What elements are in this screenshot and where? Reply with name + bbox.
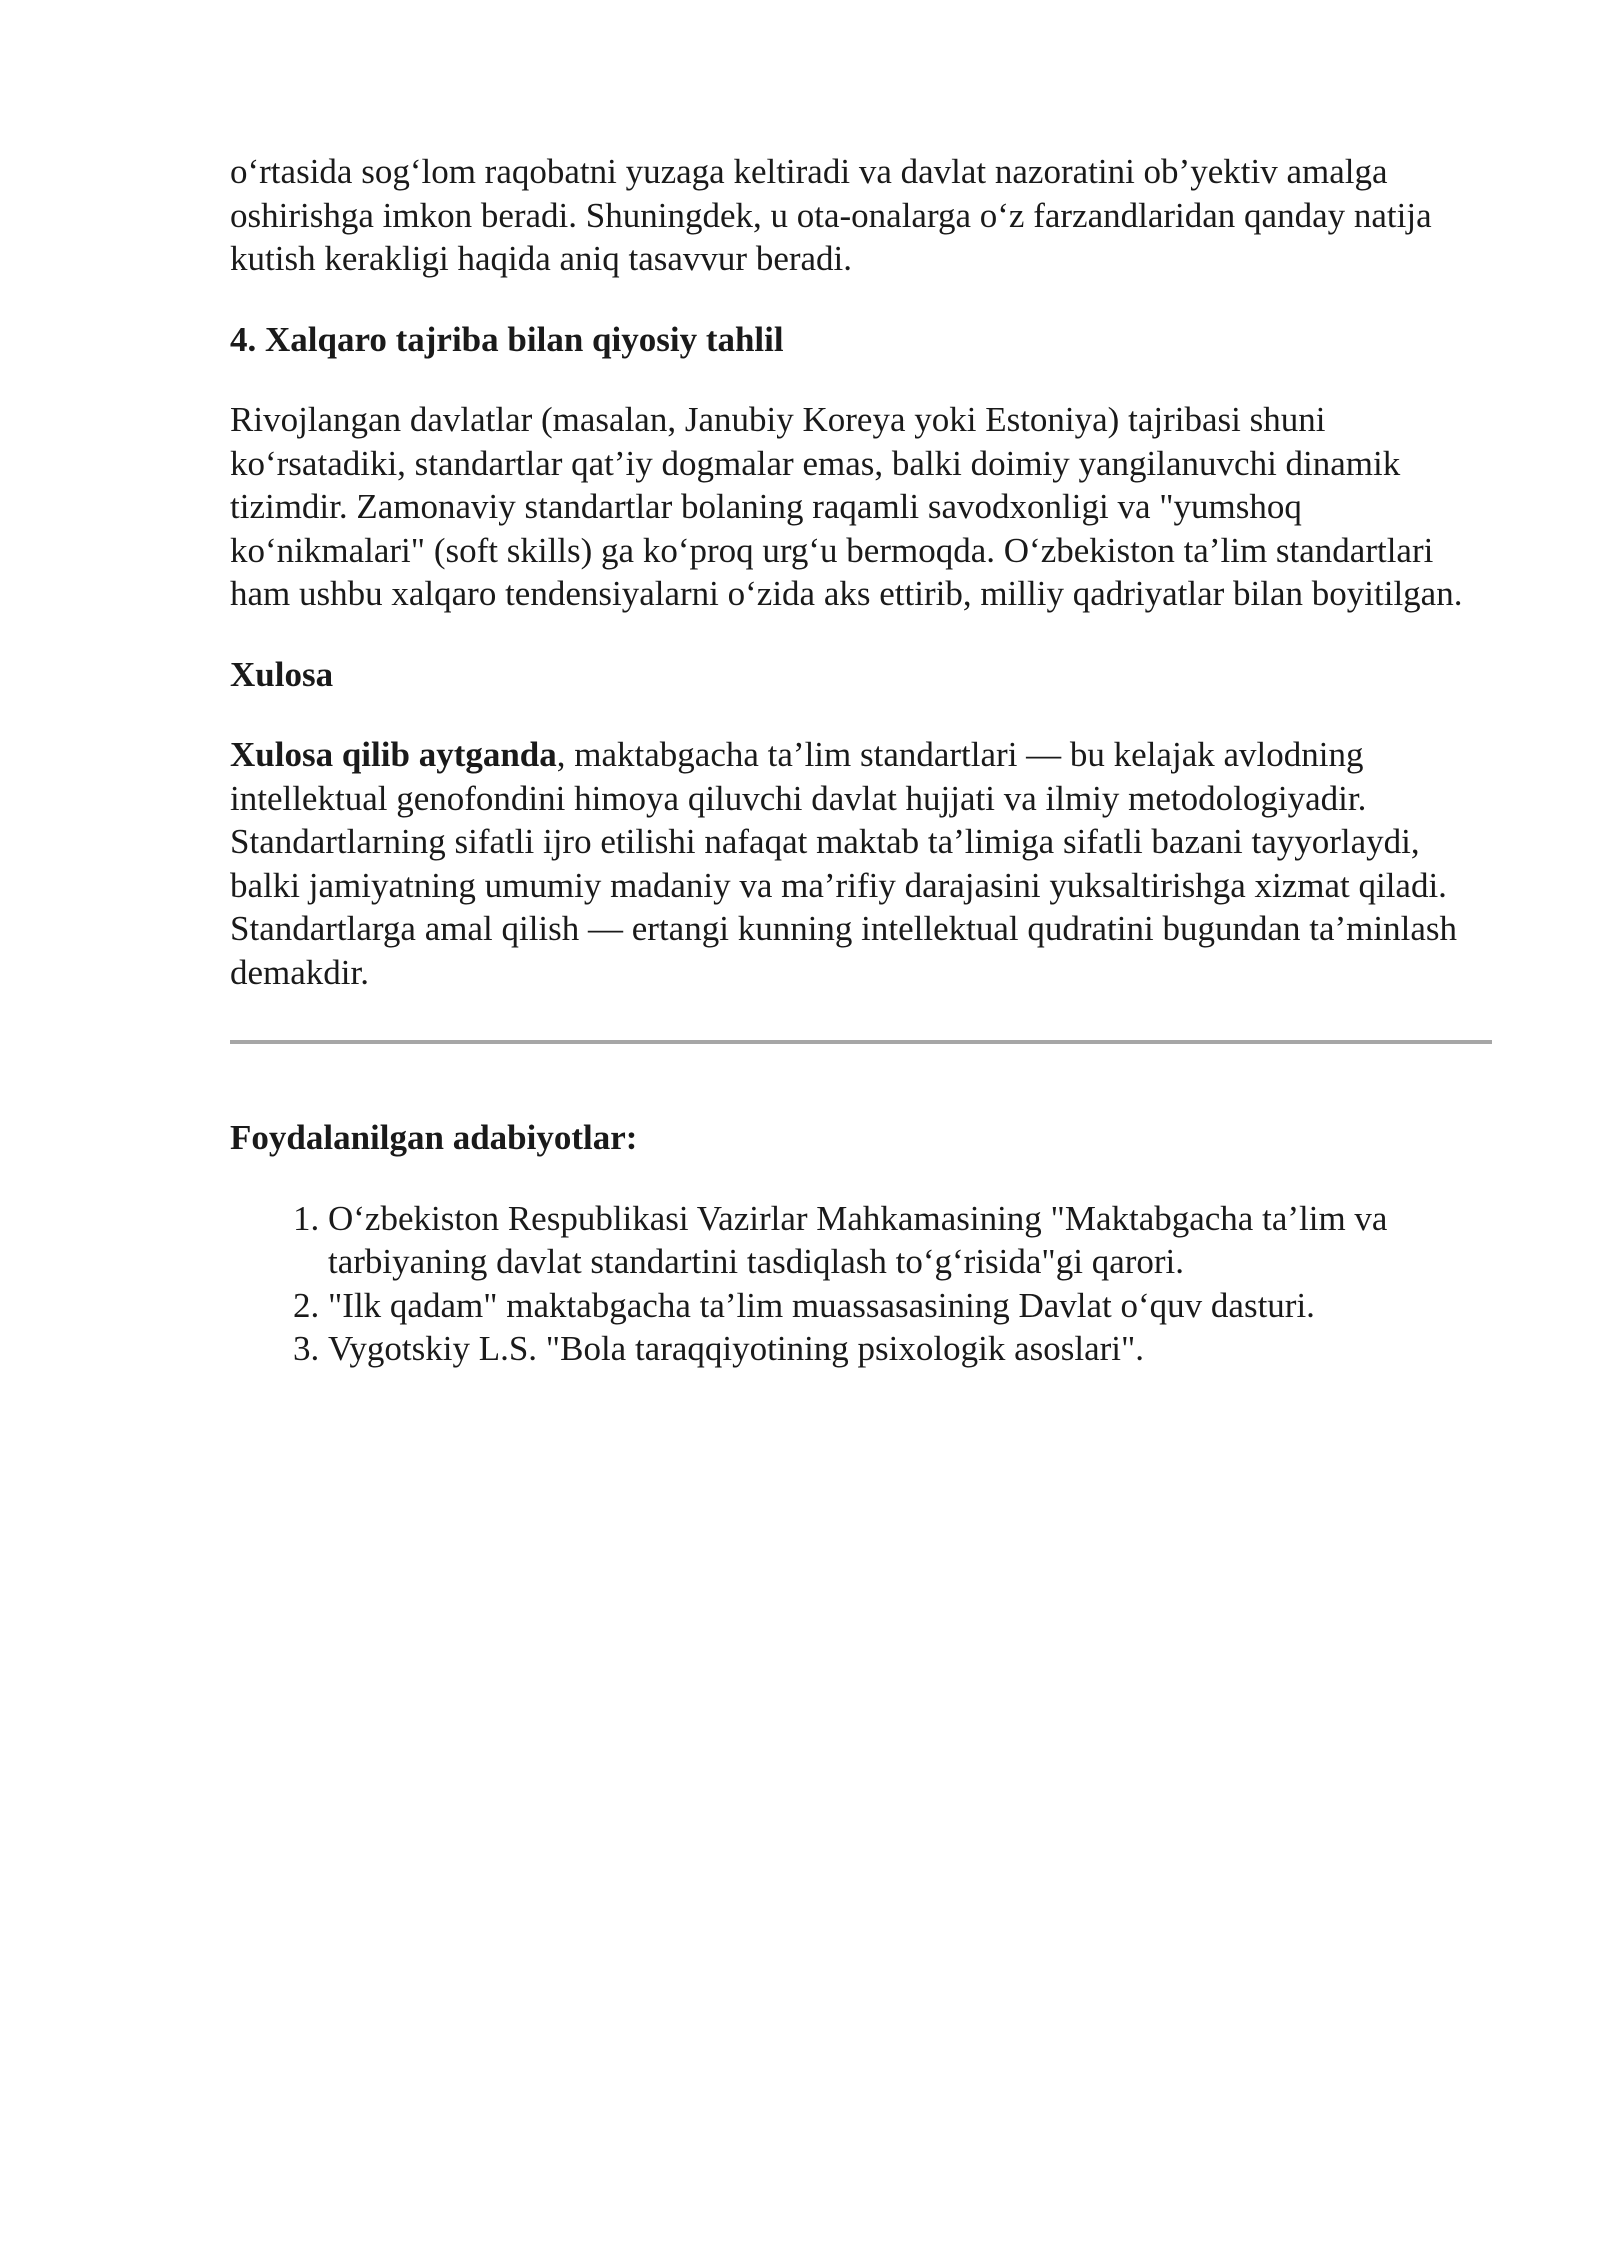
reference-item: 1. O‘zbekiston Respublikasi Vazirlar Mahkamasining "Maktabgacha ta’lim va tarbiyaning davlat standartini tasdiqlash to‘g‘risida"gi qarori. <box>328 1197 1492 1284</box>
references-list <box>230 1197 1492 1371</box>
conclusion-heading: Xulosa <box>230 654 334 694</box>
document-page <box>230 150 1492 1371</box>
section-4-heading: 4. Xalqaro tajriba bilan qiyosiy tahlil <box>230 319 784 359</box>
conclusion-text: , maktabgacha ta’lim standartlari — bu kelajak avlodning intellektual genofondini himoya qiluvchi davlat hujjati va ilmiy metodologiyadir. Standartlarning sifatli ijro etilishi nafaqat maktab ta’limiga sifatli bazani tayyorlaydi, balki jamiyatning umumiy madaniy va ma’rifiy darajasini yuksaltirishga xizmat qiladi. Standartlarga amal qilish — ertangi kunning intellektual qudratini bugundan ta’minlash demakdir. <box>230 735 1457 992</box>
references-heading: Foydalanilgan adabiyotlar: <box>230 1118 638 1157</box>
conclusion-lead: Xulosa qilib aytganda <box>230 735 557 774</box>
section-4-paragraph: Rivojlangan davlatlar (masalan, Janubiy Koreya yoki Estoniya) tajribasi shuni ko‘rsatadiki, standartlar qat’iy dogmalar emas, balki doimiy yangilanuvchi dinamik tizimdir. Zamonaviy standartlar bolaning raqamli savodxonligi va "yumshoq ko‘nikmalari" (soft skills) ga ko‘proq urg‘u bermoqda. O‘zbekiston ta’lim standartlari ham ushbu xalqaro tendensiyalarni o‘zida aks ettirib, milliy qadriyatlar bilan boyitilgan. <box>230 400 1463 613</box>
reference-item: 3. Vygotskiy L.S. "Bola taraqqiyotining psixologik asoslari". <box>328 1327 1492 1371</box>
conclusion-paragraph <box>230 733 1492 994</box>
reference-item: 2. "Ilk qadam" maktabgacha ta’lim muassasasining Davlat o‘quv dasturi. <box>328 1284 1492 1328</box>
intro-paragraph: o‘rtasida sog‘lom raqobatni yuzaga keltiradi va davlat nazoratini ob’yektiv amalga oshirishga imkon beradi. Shuningdek, u ota-onalarga o‘z farzandlaridan qanday natija kutish kerakligi haqida aniq tasavvur beradi. <box>230 152 1432 278</box>
